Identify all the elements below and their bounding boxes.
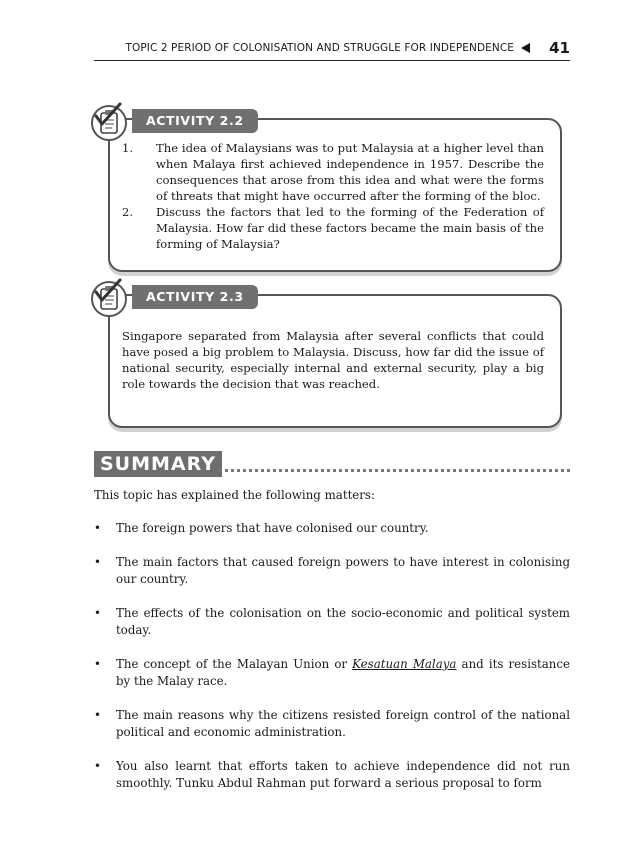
list-item	[94, 605, 570, 639]
list-item-text-part: and its resistance by the Malay race.	[116, 657, 570, 688]
triangle-left-icon	[521, 43, 530, 53]
bullet-icon: •	[94, 521, 101, 535]
bullet-icon: •	[94, 657, 101, 671]
summary-list	[94, 520, 570, 809]
activity-box-2-3	[108, 289, 562, 428]
list-item	[94, 707, 570, 741]
question-item	[122, 204, 544, 252]
list-item-text: You also learnt that efforts taken to achieve independence did not run smoothly. Tunku Abdul Rahman put forward a serious proposal to form	[116, 759, 570, 790]
activity-questions	[122, 140, 544, 252]
question-text: The idea of Malaysians was to put Malaysia at a higher level than when Malaya first achieved independence in 1957. Describe the consequences that arose from this idea and what were the forms of threats that might have occurred after the forming of the bloc.	[156, 141, 544, 203]
bullet-icon: •	[94, 555, 101, 569]
summary-heading-bar	[94, 451, 570, 477]
bullet-icon: •	[94, 606, 101, 620]
bullet-icon: •	[94, 708, 101, 722]
list-item-text: The main reasons why the citizens resisted foreign control of the national political and economic administration.	[116, 708, 570, 739]
list-item-text: The effects of the colonisation on the socio-economic and political system today.	[116, 606, 570, 637]
page-number: 41	[549, 39, 570, 57]
emphasis-term: Kesatuan Malaya	[352, 657, 457, 671]
bullet-icon: •	[94, 759, 101, 773]
question-text: Discuss the factors that led to the forming of the Federation of Malaysia. How far did these factors became the main basis of the forming of Malaysia?	[156, 205, 544, 251]
list-item-text	[116, 657, 570, 688]
activity-label: ACTIVITY 2.2	[132, 109, 258, 133]
list-item-text: The main factors that caused foreign powers to have interest in colonising our country.	[116, 555, 570, 586]
summary-heading: SUMMARY	[94, 451, 222, 477]
summary-intro: This topic has explained the following matters:	[94, 488, 375, 502]
question-item	[122, 140, 544, 204]
dotted-rule	[218, 469, 570, 472]
list-item-text-part: The concept of the Malayan Union or	[116, 657, 353, 671]
list-item	[94, 758, 570, 792]
page-header	[94, 36, 570, 61]
list-item	[94, 554, 570, 588]
list-item	[94, 656, 570, 690]
activity-label: ACTIVITY 2.3	[132, 285, 258, 309]
list-item-text: The foreign powers that have colonised our country.	[116, 521, 429, 535]
question-number: 2.	[122, 205, 134, 219]
activity-text: Singapore separated from Malaysia after several conflicts that could have posed a big problem to Malaysia. Discuss, how far did the issue of national security, especially internal and external security, play a big role towards the decision that was reached.	[122, 329, 544, 391]
list-item	[94, 520, 570, 537]
clipboard-check-icon	[90, 102, 132, 142]
activity-box-2-2	[108, 113, 562, 272]
question-number: 1.	[122, 141, 134, 155]
clipboard-check-icon	[90, 278, 132, 318]
running-title: TOPIC 2 PERIOD OF COLONISATION AND STRUGGLE FOR INDEPENDENCE	[125, 42, 514, 54]
